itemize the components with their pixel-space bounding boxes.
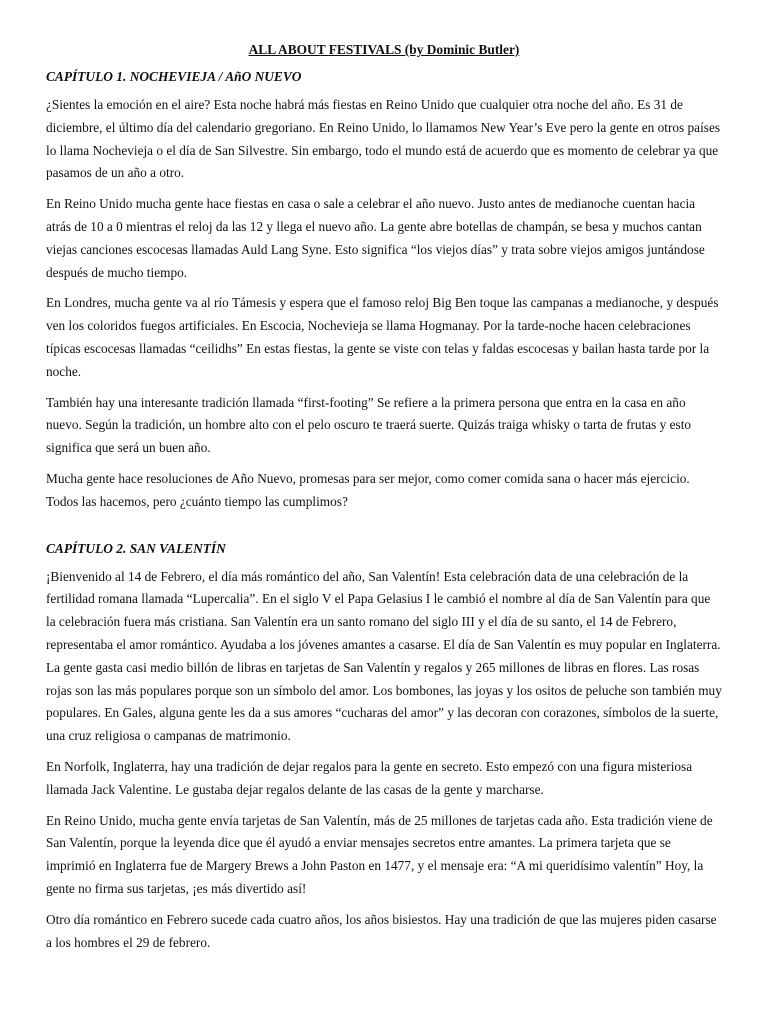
paragraph: También hay una interesante tradición llamada “first-footing” Se refiere a la primera persona que entra en la casa en año nuevo. Según la tradición, un hombre alto con el pelo oscuro te traerá suerte. Quizás traiga whisky o tarta de frutas y esto significa que será un buen año. bbox=[46, 394, 692, 456]
chapter-1 bbox=[46, 68, 722, 514]
paragraph: En Norfolk, Inglaterra, hay una tradición de dejar regalos para la gente en secreto. Esto empezó con una figura misteriosa llamada Jack Valentine. Le gustaba dejar regalos delante de las casas de la gente y marcharse. bbox=[46, 758, 693, 797]
document-title: ALL ABOUT FESTIVALS (by Dominic Butler) bbox=[248, 42, 520, 57]
paragraph: Otro día romántico en Febrero sucede cada cuatro años, los años bisiestos. Hay una tradición de que las mujeres piden casarse a los hombres el 29 de febrero. bbox=[46, 911, 717, 950]
chapter-heading: CAPÍTULO 2. SAN VALENTÍN bbox=[46, 540, 226, 556]
chapter-heading: CAPÍTULO 1. NOCHEVIEJA / AñO NUEVO bbox=[46, 69, 302, 84]
paragraph: En Reino Unido, mucha gente envía tarjetas de San Valentín, más de 25 millones de tarjetas cada año. Esta tradición viene de San Valentín, porque la leyenda dice que él ayudó a enviar mensajes secretos entre amantes. La primera tarjeta que se imprimió en Inglaterra fue de Margery Brews a John Paston en 1477, y el mensaje era: “A mi queridísimo valentín” Hoy, la gente no firma sus tarjetas, ¡es más divertido así! bbox=[46, 812, 713, 896]
paragraph: ¿Sientes la emoción en el aire? Esta noche habrá más fiestas en Reino Unido que cualquier otra noche del año. Es 31 de diciembre, el último día del calendario gregoriano. En Reino Unido, lo llamamos New Year’s Eve pero la gente en otros países lo llama Nochevieja o el día de San Silvestre. Sin embargo, todo el mundo está de acuerdo que es momento de celebrar ya que pasamos de un año a otro. bbox=[46, 97, 721, 181]
paragraph: En Reino Unido mucha gente hace fiestas en casa o sale a celebrar el año nuevo. Justo antes de medianoche cuentan hacia atrás de 10 a 0 mientras el reloj da las 12 y llega el nuevo año. La gente abre botellas de champán, se besa y muchos cantan viejas canciones escocesas llamadas Auld Lang Syne. Esto significa “los viejos días” y trata sobre viejos amigos juntándose después de mucho tiempo. bbox=[46, 196, 705, 280]
chapter-2 bbox=[46, 540, 722, 955]
paragraph: En Londres, mucha gente va al río Támesis y espera que el famoso reloj Big Ben toque las campanas a medianoche, y después ven los coloridos fuegos artificiales. En Escocia, Nochevieja se llama Hogmanay. Por la tarde-noche hacen celebraciones típicas escocesas llamadas “ceilidhs” En estas fiestas, la gente se viste con telas y faldas escocesas y bailan hasta tarde por la noche. bbox=[46, 295, 719, 379]
paragraph: Mucha gente hace resoluciones de Año Nuevo, promesas para ser mejor, como comer comida sana o hacer más ejercicio. Todos las hacemos, pero ¿cuánto tiempo las cumplimos? bbox=[46, 470, 690, 509]
paragraph: ¡Bienvenido al 14 de Febrero, el día más romántico del año, San Valentín! Esta celebración data de una celebración de la fertilidad romana llamada “Lupercalia”. En el siglo V el Papa Gelasius I le cambió el nombre al día de San Valentín para que la celebración fuera más cristiana. San Valentín era un santo romano del siglo III y el día de su santo, el 14 de Febrero, representaba el amor romántico. Ayudaba a los jóvenes amantes a casarse. El día de San Valentín es muy popular en Inglaterra. La gente gasta casi medio billón de libras en tarjetas de San Valentín y regalos y 265 millones de libras en flores. Las rosas rojas son las más populares porque son un símbolo del amor. Los bombones, las joyas y los ositos de peluche son también muy populares. En Gales, alguna gente les da a sus amores “cucharas del amor” y las decoran con corazones, símbolos de la suerte, una cruz religiosa o campanas de matrimonio. bbox=[46, 568, 722, 744]
